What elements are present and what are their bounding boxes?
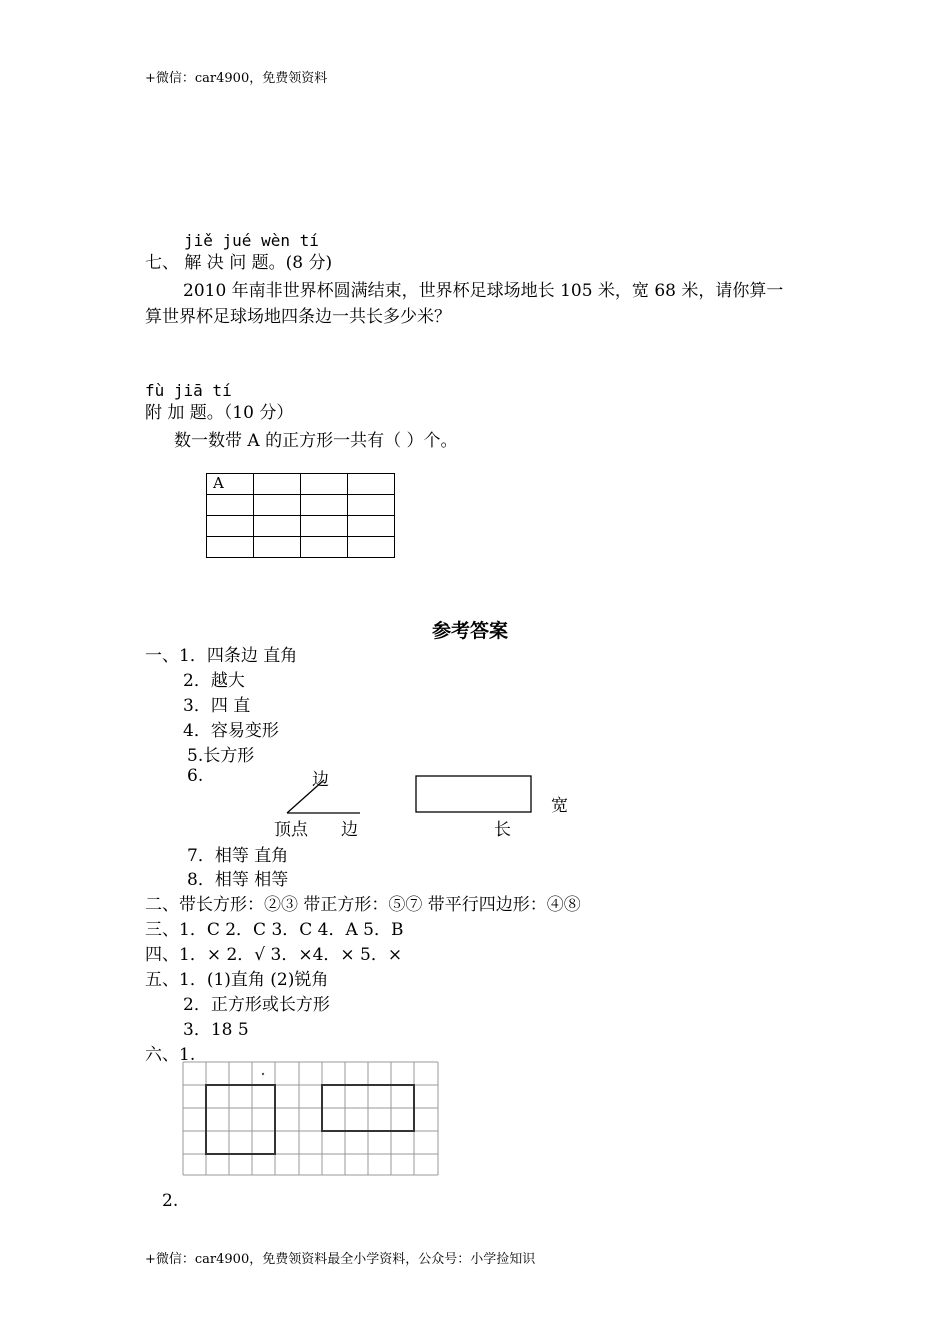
grid-cell — [254, 495, 301, 516]
angle-edge-label-bottom: 边 — [341, 820, 358, 840]
bonus-question: 数一数带 A 的正方形一共有（ ）个。 — [174, 431, 458, 451]
grid-cell — [254, 537, 301, 558]
answer-2: 二、带长方形：②③ 带正方形：⑤⑦ 带平行四边形：④⑧ — [145, 895, 581, 915]
rectangle-shape — [416, 776, 531, 812]
answer-6-2: 2. — [162, 1191, 179, 1211]
angle-vertex-label: 顶点 — [274, 820, 308, 840]
answer-5-1: 五、1．(1)直角 (2)锐角 — [145, 970, 329, 990]
grid-cell — [348, 516, 395, 537]
grid-cell — [301, 474, 348, 495]
page-header: +微信：car4900，免费领资料 — [145, 71, 328, 86]
grid-cell-a: A — [207, 474, 254, 495]
answer-5-2: 2．正方形或长方形 — [183, 995, 330, 1015]
grid-cell — [301, 495, 348, 516]
answer-5-3: 3．18 5 — [183, 1020, 249, 1040]
section7-title: 七、 解 决 问 题。(8 分) — [145, 253, 333, 273]
grid-cell — [348, 537, 395, 558]
grid-cell — [254, 516, 301, 537]
grid-cell — [301, 516, 348, 537]
bonus-pinyin: fù jiā tí — [145, 381, 232, 400]
section7-question-line1: 2010 年南非世界杯圆满结束，世界杯足球场地长 105 米，宽 68 米，请你算一 — [183, 281, 784, 301]
section7-pinyin: jiě jué wèn tí — [184, 231, 319, 250]
bonus-title: 附 加 题。（10 分） — [145, 403, 294, 423]
answer-1-6: 6. — [187, 766, 204, 786]
answer-grid-figure — [182, 1061, 440, 1177]
answer-1-7: 7．相等 直角 — [187, 846, 289, 866]
angle-edge-label-top: 边 — [312, 770, 329, 790]
rectangle-length-label: 长 — [494, 820, 511, 840]
grid-cell — [207, 537, 254, 558]
answers-title: 参考答案 — [432, 620, 509, 642]
answer-1-2: 2．越大 — [183, 671, 245, 691]
grid-cell — [348, 495, 395, 516]
square-drawing — [206, 1085, 275, 1154]
grid-cell — [254, 474, 301, 495]
answer-1-5: 5.长方形 — [187, 746, 255, 766]
page-footer: +微信：car4900，免费领资料最全小学资料，公众号：小学捡知识 — [145, 1252, 536, 1267]
section7-question-line2: 算世界杯足球场地四条边一共长多少米？ — [145, 307, 451, 327]
rectangle-width-label: 宽 — [551, 796, 568, 816]
answer-1-4: 4．容易变形 — [183, 721, 279, 741]
answer-3: 三、1．C 2．C 3．C 4．A 5．B — [145, 920, 404, 940]
bonus-square-grid — [206, 473, 395, 558]
answer-6-1: 六、1. — [145, 1045, 196, 1065]
grid-cell — [207, 495, 254, 516]
answer-1-3: 3．四 直 — [183, 696, 251, 716]
grid-cell — [301, 537, 348, 558]
answer-1-1: 一、1．四条边 直角 — [145, 646, 298, 666]
grid-cell — [348, 474, 395, 495]
answer-4: 四、1．× 2．√ 3．×4．× 5．× — [145, 945, 403, 965]
answer-1-8: 8．相等 相等 — [187, 870, 289, 890]
grid-cell — [207, 516, 254, 537]
